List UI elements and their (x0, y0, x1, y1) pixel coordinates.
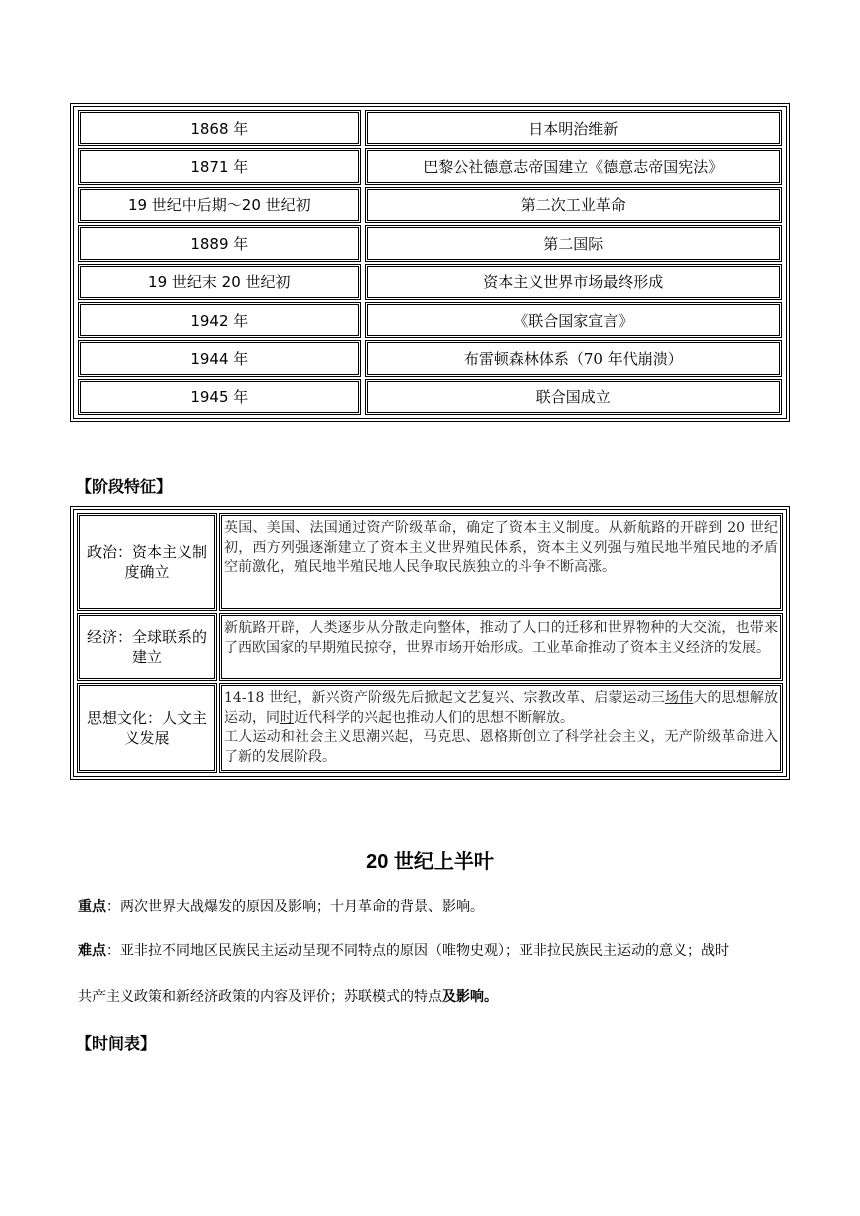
event-cell: 布雷顿森林体系（70 年代崩溃） (365, 340, 782, 376)
year-cell: 19 世纪中后期～20 世纪初 (78, 187, 361, 223)
table-row (76, 186, 784, 224)
stage-paragraph: 英国、美国、法国通过资产阶级革命，确定了资本主义制度。从新航路的开辟到 20 世纪初，西方列强逐渐建立了资本主义世界殖民体系，资本主义列强与殖民地半殖民地的矛盾空前激化，殖民地半殖民地人民争取民族独立的斗争不断高涨。 (224, 520, 778, 575)
difficult-points (78, 941, 798, 961)
event-cell: 资本主义世界市场最终形成 (365, 264, 782, 300)
stage-paragraph: 工人运动和社会主义思潮兴起，马克思、恩格斯创立了科学社会主义，无产阶级革命进入了新的发展阶段。 (224, 729, 778, 765)
underlined-text: 场伟 (665, 690, 694, 706)
text-span: 近代科学的兴起也推动人们的思想不断解放。 (294, 709, 574, 726)
year-cell: 1871 年 (78, 148, 361, 184)
timeline-table (70, 103, 790, 422)
event-cell: 第二国际 (365, 225, 782, 261)
table-row (76, 612, 784, 682)
table-row (76, 263, 784, 301)
difficult-text: ：亚非拉不同地区民族民主运动呈现不同特点的原因（唯物史观）；亚非拉民族民主运动的意义；战时 (106, 943, 729, 959)
difficult-text: 共产主义政策和新经济政策的内容及评价；苏联模式的特点 (78, 989, 442, 1005)
stage-text (219, 513, 783, 611)
year-cell: 1945 年 (78, 379, 361, 415)
event-cell: 《联合国家宣言》 (365, 302, 782, 338)
table-row (76, 682, 784, 774)
section-title: 20 世纪上半叶 (366, 851, 494, 873)
table-row (76, 339, 784, 377)
text-span: 大的思想解放运动，同 (224, 690, 779, 726)
stage-heading: 【阶段特征】 (76, 477, 173, 496)
stage-label: 政治：资本主义制度确立 (77, 513, 217, 611)
difficult-text-bold: 及影响。 (442, 989, 498, 1005)
stage-paragraph: 新航路开辟，人类逐步从分散走向整体，推动了人口的迁移和世界物种的大交流，也带来了西欧国家的早期殖民掠夺，世界市场开始形成。工业革命推动了资本主义经济的发展。 (224, 620, 778, 656)
text-span: 14-18 世纪，新兴资产阶级先后掀起文艺复兴、宗教改革、启蒙运动三 (224, 690, 665, 706)
difficult-label: 难点 (78, 943, 106, 959)
stage-table (70, 506, 790, 780)
year-cell: 19 世纪末 20 世纪初 (78, 264, 361, 300)
stage-label: 思想文化：人文主义发展 (77, 683, 217, 773)
event-cell: 巴黎公社德意志帝国建立《德意志帝国宪法》 (365, 148, 782, 184)
year-cell: 1944 年 (78, 340, 361, 376)
event-cell: 联合国成立 (365, 379, 782, 415)
stage-paragraph (224, 689, 778, 728)
table-row (76, 378, 784, 416)
year-cell: 1868 年 (78, 110, 361, 146)
stage-label: 经济：全球联系的建立 (77, 613, 217, 681)
year-cell: 1889 年 (78, 225, 361, 261)
table-row (76, 224, 784, 262)
year-cell: 1942 年 (78, 302, 361, 338)
timetable-heading: 【时间表】 (76, 1034, 157, 1053)
difficult-points-cont (78, 987, 798, 1007)
underlined-text: 时 (280, 709, 294, 726)
key-label: 重点 (78, 899, 106, 915)
table-row (76, 512, 784, 612)
key-text: ：两次世界大战爆发的原因及影响；十月革命的背景、影响。 (106, 899, 484, 915)
table-row (76, 147, 784, 185)
event-cell: 日本明治维新 (365, 110, 782, 146)
event-cell: 第二次工业革命 (365, 187, 782, 223)
stage-text (219, 683, 783, 773)
key-points (78, 897, 798, 917)
stage-text (219, 613, 783, 681)
table-row (76, 301, 784, 339)
table-row (76, 109, 784, 147)
